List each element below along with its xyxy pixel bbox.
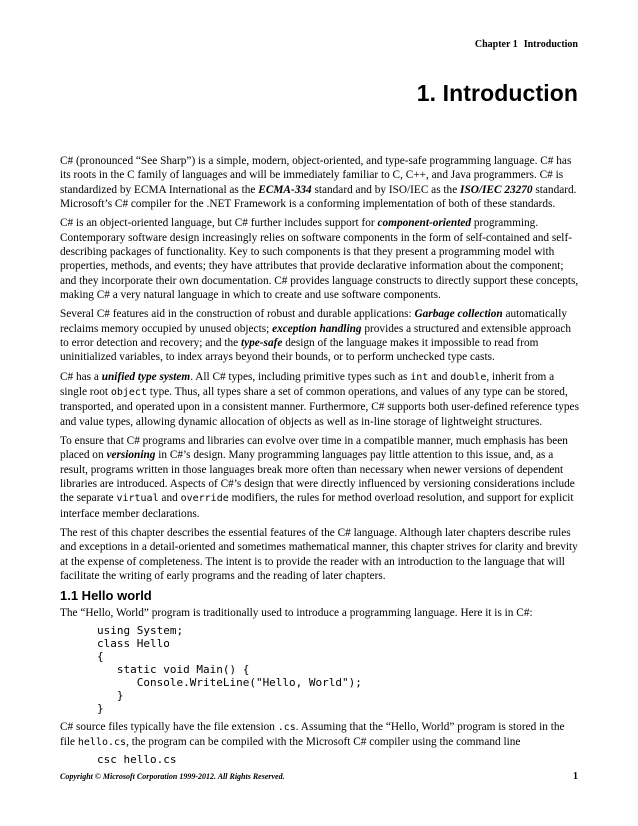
code-block-compile-command: csc hello.cs [97, 753, 177, 767]
paragraph-type-system [60, 370, 580, 429]
text-run: , the program can be compiled with the Microsoft C# compiler using the command line [126, 736, 521, 749]
text-run: . Assuming that the “Hello, World” program is stored in the file [60, 720, 565, 749]
text-run: automatically reclaims memory occupied by unused objects; [60, 308, 567, 335]
chapter-title: 1. Introduction [416, 80, 578, 106]
emphasis-ecma-334: ECMA-334 [258, 183, 312, 196]
running-header-chapter-name: Introduction [523, 39, 578, 50]
inline-code-cs-extension: .cs [277, 721, 296, 733]
inline-code-double: double [450, 371, 487, 383]
page-footer [60, 771, 578, 782]
text-run: C# is an object-oriented language, but C# further includes support for [60, 217, 378, 230]
page-number: 1 [573, 771, 578, 782]
paragraph-hello-world-intro: The “Hello, World” program is traditionally used to introduce a programming language. Here it is in C#: [60, 607, 533, 620]
text-run: Several C# features aid in the construction of robust and durable applications: [60, 308, 415, 321]
paragraph-versioning [60, 434, 580, 521]
copyright-notice: Copyright © Microsoft Corporation 1999-2012. All Rights Reserved. [60, 772, 285, 781]
emphasis-versioning: versioning [106, 449, 156, 462]
inline-code-object: object [110, 387, 147, 399]
text-run: and [428, 370, 451, 383]
paragraph-source-files [60, 720, 580, 751]
inline-code-override: override [180, 493, 229, 505]
emphasis-unified-type-system: unified type system [101, 370, 191, 383]
emphasis-component-oriented: component-oriented [377, 217, 472, 230]
emphasis-type-safe: type-safe [240, 336, 283, 349]
emphasis-iso-iec-23270: ISO/IEC 23270 [460, 183, 533, 196]
text-run: provides a structured and extensible approach to error detection and recovery; and the [60, 322, 572, 349]
emphasis-garbage-collection: Garbage collection [414, 308, 503, 321]
body-text [60, 154, 580, 771]
text-run: C# (pronounced “See Sharp”) is a simple, modern, object-oriented, and type-safe programming language. C# has its roots in the C family of languages and will be immediately familiar to C, C++, and Java programmers. C# is standardized by ECMA International as the [60, 155, 572, 196]
paragraph-chapter-overview [60, 526, 580, 583]
text-run: C# has a [60, 370, 102, 383]
text-run: programming. Contemporary software design increasingly relies on software components in the form of self-contained and self-describing packages of functionality. Key to such components is that they present a programming model with properties, methods, and events; they have attributes that provide declarative information about the component; and they incorporate their own documentation. C# provides language constructs to directly support these concepts, making C# a very natural language in which to create and use software components. [60, 217, 579, 301]
text-run: design of the language makes it impossible to read from uninitialized variables, to index arrays beyond their bounds, or to perform unchecked type casts. [60, 336, 539, 364]
text-run: To ensure that C# programs and libraries can evolve over time in a compatible manner, much emphasis has been placed on [60, 435, 568, 462]
inline-code-int: int [410, 371, 429, 383]
paragraph-robustness [60, 307, 580, 364]
text-run: C# source files typically have the file extension [60, 720, 278, 733]
inline-code-hello-cs: hello.cs [77, 737, 127, 749]
text-run: modifiers, the rules for method overload resolution, and support for explicit interface member declarations. [60, 492, 574, 520]
running-header [475, 39, 578, 50]
text-run: standard. Microsoft’s C# compiler for the .NET Framework is a conforming implementation of both of these standards. [60, 183, 577, 210]
text-run: type. Thus, all types share a set of common operations, and values of any type can be stored, transported, and operated upon in a consistent manner. Furthermore, C# supports both user-defined reference types and value types, allowing dynamic allocation of objects as well as in-line storage of lightweight structures. [60, 386, 579, 428]
paragraph-component-oriented [60, 216, 580, 302]
text-run: The rest of this chapter describes the essential features of the C# language. Although later chapters describe rules and exceptions in a detail-oriented and sometimes mathematical manner, this chapter strives for clarity and brevity at the expense of completeness. The intent is to provide the reader with an introduction to the language that will facilitate the writing of early programs and the reading of later chapters. [60, 527, 578, 582]
text-run: standard and by ISO/IEC as the [311, 183, 461, 196]
running-header-chapter-label: Chapter 1 [474, 39, 518, 50]
text-run: in C#’s design. Many programming languages pay little attention to this issue, and, as a result, programs written in those languages break more often than necessary when newer versions of dependent libraries are introduced. Aspects of C#’s design that were directly influenced by versioning considerations include the separate [60, 449, 575, 505]
section-heading-hello-world: 1.1 Hello world [60, 588, 152, 604]
text-run: , inherit from a single root [60, 370, 555, 399]
emphasis-exception-handling: exception handling [272, 322, 362, 335]
code-block-hello-world: using System; class Hello { static void Main() { Console.WriteLine("Hello, World"); } } [97, 623, 362, 715]
text-run: and [158, 492, 181, 505]
text-run: . All C# types, including primitive types such as [190, 370, 411, 383]
inline-code-virtual: virtual [116, 493, 159, 505]
paragraph-intro [60, 154, 580, 211]
